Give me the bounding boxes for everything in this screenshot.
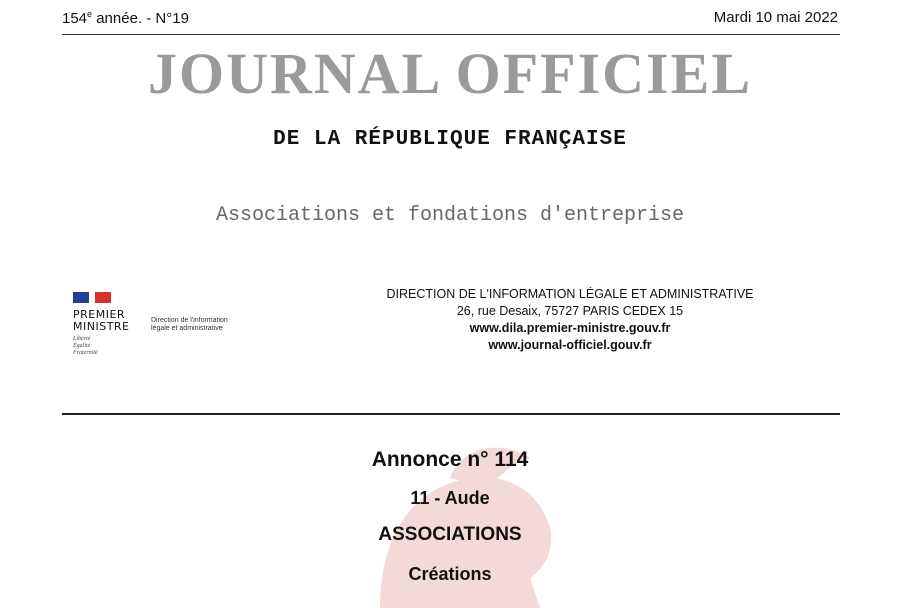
announcement-type: Créations xyxy=(408,564,492,584)
contact-address: 26, rue Desaix, 75727 PARIS CEDEX 15 xyxy=(456,304,684,318)
logo-wordmark: PREMIER MINISTRE xyxy=(73,308,130,333)
logo-direction-label: Direction de l'information légale et administrative xyxy=(151,317,228,332)
top-divider xyxy=(62,34,840,35)
logo-motto: Liberté Égalité Fraternité xyxy=(73,336,98,356)
announcement-category: ASSOCIATIONS xyxy=(378,524,522,545)
announcement-number: Annonce n° 114 xyxy=(371,448,529,471)
section-title: Associations et fondations d'entreprise xyxy=(215,204,685,227)
issue-number: 154e année. - N°19 xyxy=(62,9,189,27)
contact-org: DIRECTION DE L'INFORMATION LÉGALE ET ADMINISTRATIVE xyxy=(386,287,754,301)
publication-date: Mardi 10 mai 2022 xyxy=(713,9,838,26)
premier-ministre-logo xyxy=(73,292,283,372)
journal-subtitle: DE LA RÉPUBLIQUE FRANÇAISE xyxy=(273,128,627,151)
announcement-department: 11 - Aude xyxy=(410,488,490,508)
contact-block xyxy=(340,286,800,354)
marianne-flag-icon xyxy=(73,292,111,303)
middle-divider xyxy=(62,413,840,415)
contact-link-dila[interactable]: www.dila.premier-ministre.gouv.fr xyxy=(469,321,671,335)
contact-link-jo[interactable]: www.journal-officiel.gouv.fr xyxy=(488,338,652,352)
journal-title: JOURNAL OFFICIEL xyxy=(147,41,752,106)
